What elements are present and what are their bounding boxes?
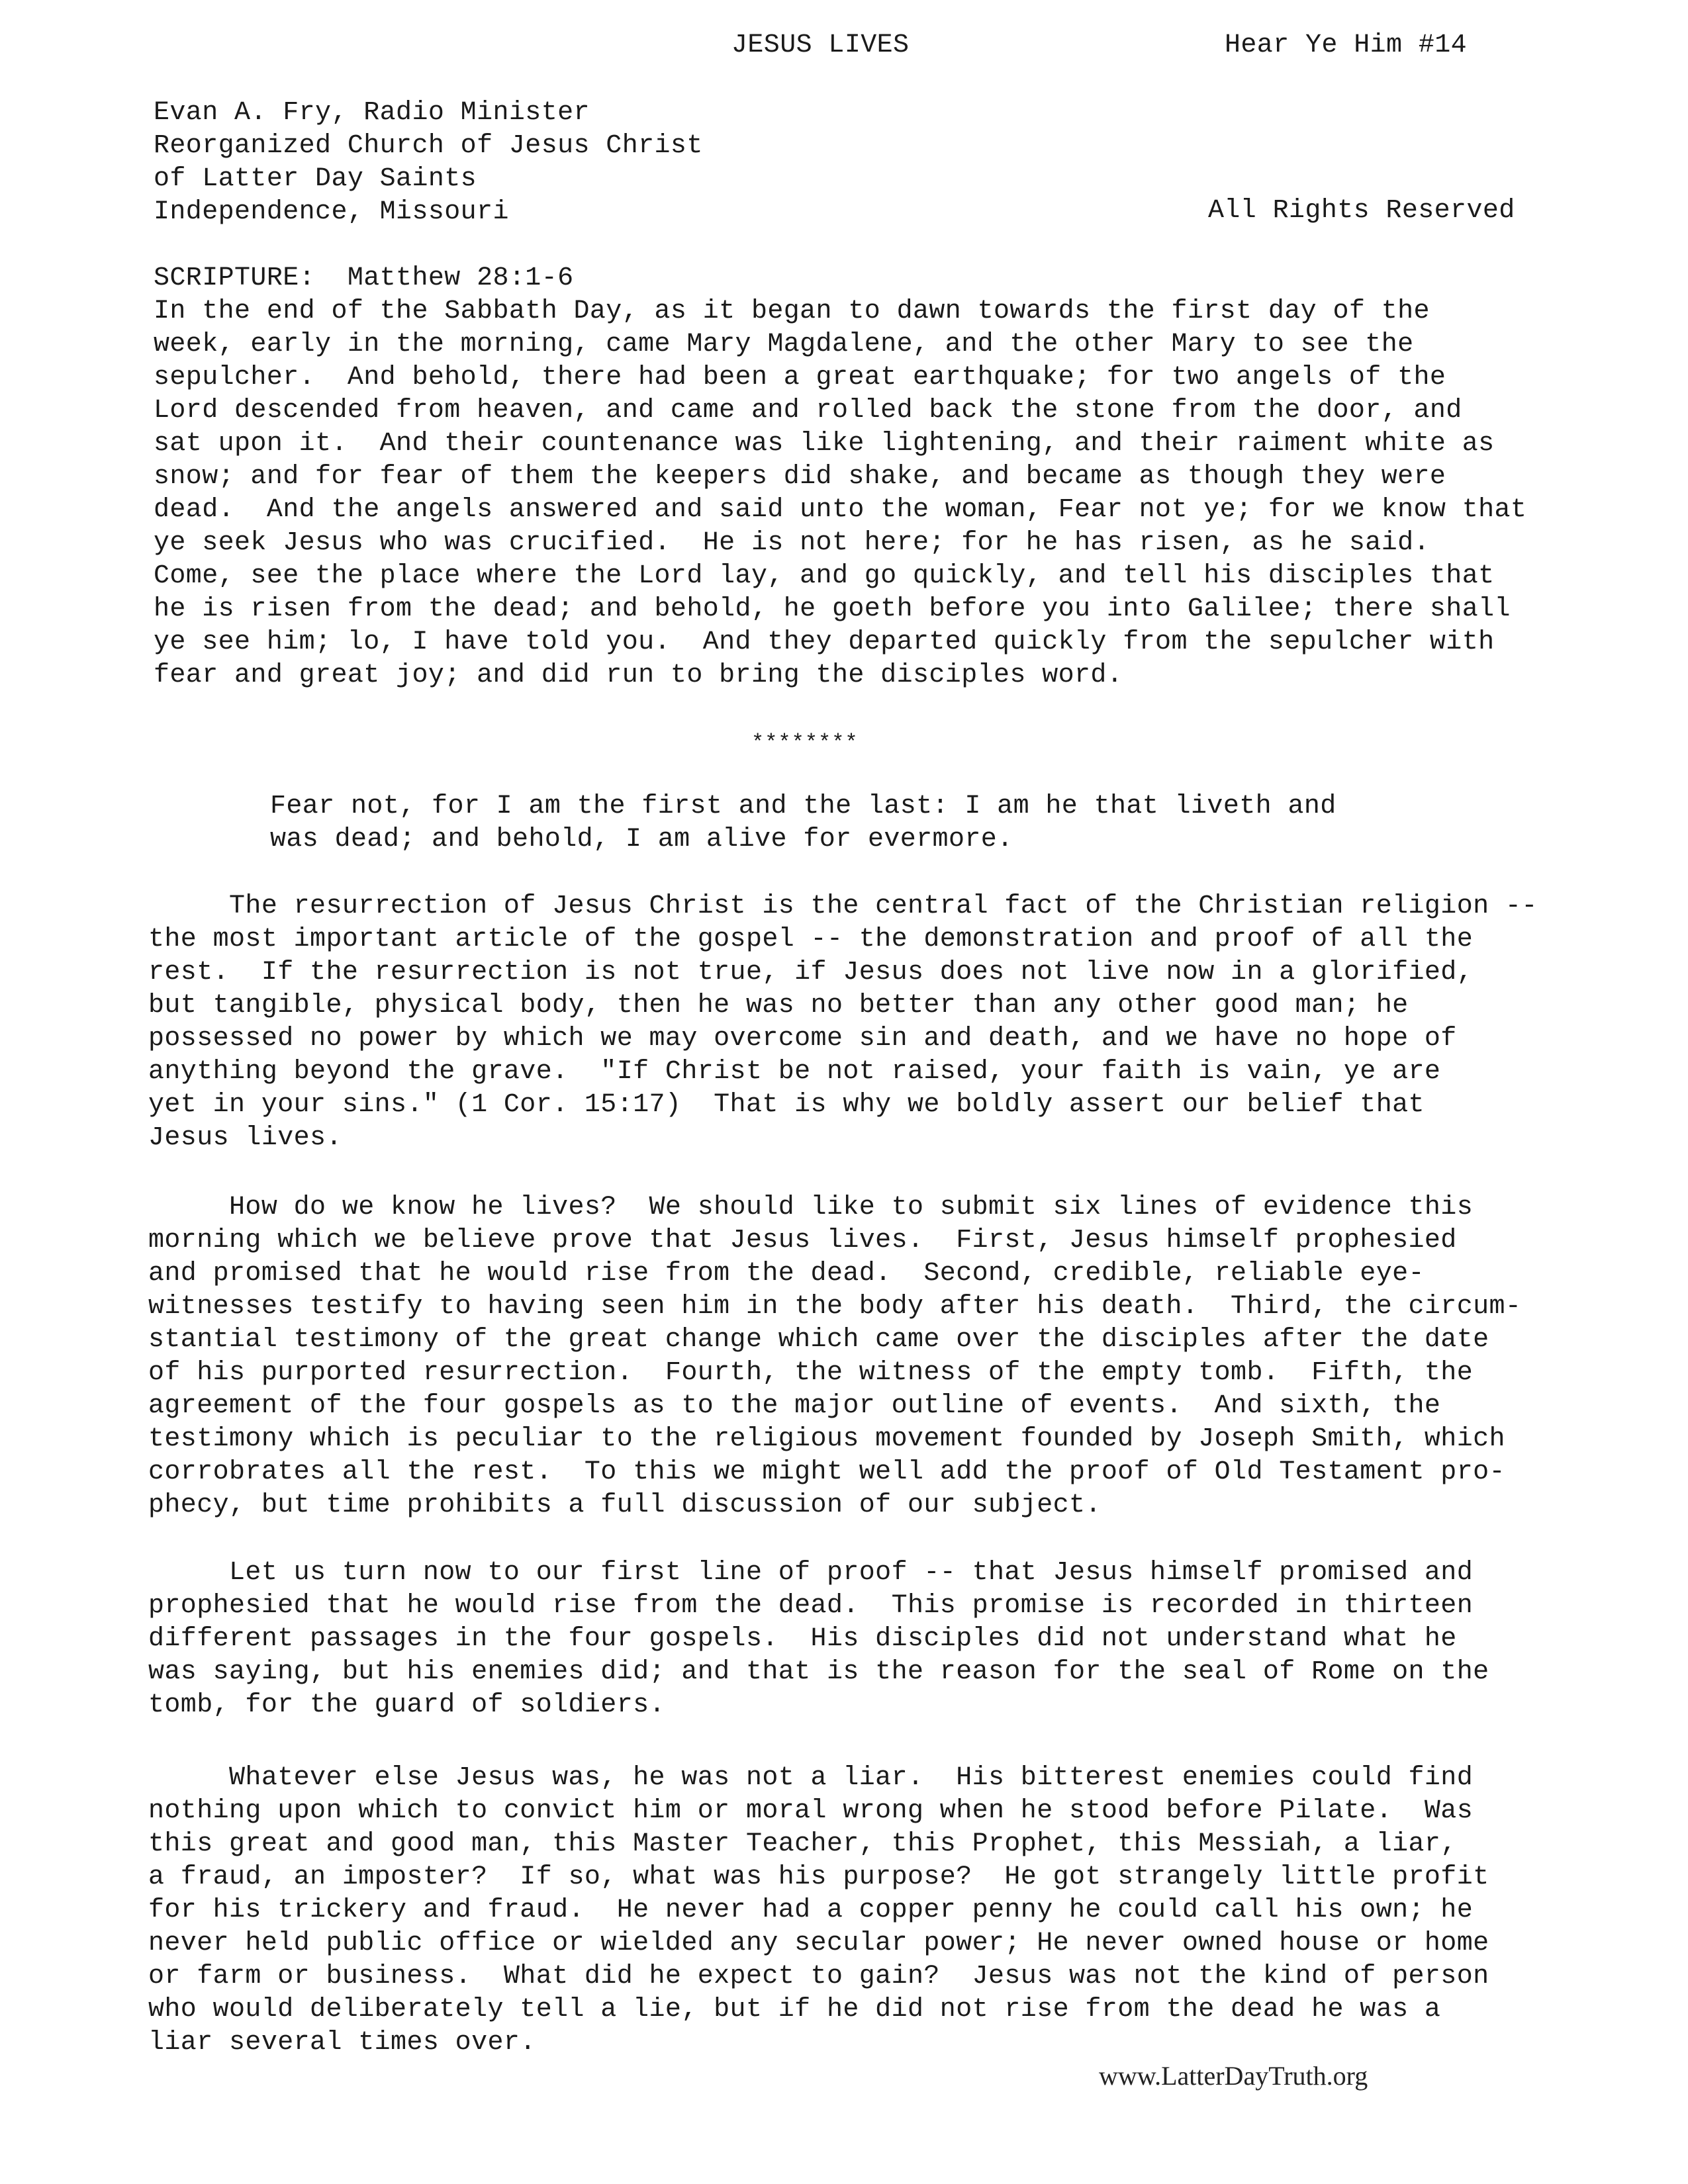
scripture-passage: SCRIPTURE: Matthew 28:1-6 In the end of the Sabbath Day, as it began to dawn towards the first day of the week, early in the morning, came Mary Magdalene, and the other Mary to see the sepulcher. And behold, there had been a great earthquake; for two angels of the Lord descended from heaven, and came and rolled back the stone from the door, and sat upon it. And their countenance was like lightening, and their raiment white as snow; and for fear of them the keepers did shake, and became as though they were dead. And the angels answered and said unto the woman, Fear not ye; for we know that ye seek Jesus who was crucified. He is not here; for he has risen, as he said. Come, see the place where the Lord lay, and go quickly, and tell his disciples that he is risen from the dead; and behold, he goeth before you into Galilee; there shall ye see him; lo, I have told you. And they departed quickly from the sepulcher with fear and great joy; and did run to bring the disciples word.	[154, 263, 1527, 690]
body-paragraph: How do we know he lives? We should like to submit six lines of evidence this morning which we believe prove that Jesus lives. First, Jesus himself prophesied and promised that he would rise from the dead. Second, credible, reliable eye- witnesses testify to having seen him in the body after his death. Third, the circum- stantial testimony of the great change which came over the disciples after the date of his purported resurrection. Fourth, the witness of the empty tomb. Fifth, the agreement of the four gospels as to the major outline of events. And sixth, the testimony which is peculiar to the religious movement founded by Joseph Smith, which corrobrates all the rest. To this we might well add the proof of Old Testament pro- phecy, but time prohibits a full discussion of our subject.	[148, 1193, 1522, 1520]
body-paragraph: Let us turn now to our first line of proof -- that Jesus himself promised and prophesied that he would rise from the dead. This promise is recorded in thirteen different passages in the four gospels. His disciples did not understand what he was saying, but his enemies did; and that is the reason for the seal of Rome on the tomb, for the guard of soldiers.	[148, 1558, 1489, 1720]
body-paragraph: Whatever else Jesus was, he was not a liar. His bitterest enemies could find nothing upon which to convict him or moral wrong when he stood before Pilate. Was this great and good man, this Master Teacher, this Prophet, this Messiah, a liar, a fraud, an imposter? If so, what was his purpose? He got strangely little profit for his trickery and fraud. He never had a copper penny he could call his own; he never held public office or wielded any secular power; He never owned house or home or farm or business. What did he expect to gain? Jesus was not the kind of person who would deliberately tell a lie, but if he did not rise from the dead he was a liar several times over.	[148, 1763, 1489, 2058]
section-separator: ********	[751, 731, 859, 755]
epigraph-quote: Fear not, for I am the first and the last: I am he that liveth and was dead; and behold, I am alive for evermore.	[270, 792, 1336, 854]
body-paragraph: The resurrection of Jesus Christ is the central fact of the Christian religion -- the most important article of the gospel -- the demonstration and proof of all the rest. If the resurrection is not true, if Jesus does not live now in a glorified, but tangible, physical body, then he was no better than any other good man; he possessed no power by which we may overcome sin and death, and we have no hope of anything beyond the grave. "If Christ be not raised, your faith is vain, ye are yet in your sins." (1 Cor. 15:17) That is why we boldly assert our belief that Jesus lives.	[148, 891, 1538, 1153]
series-number: Hear Ye Him #14	[1225, 30, 1468, 60]
document-title: JESUS LIVES	[731, 30, 910, 60]
author-block: Evan A. Fry, Radio Minister Reorganized Church of Jesus Christ of Latter Day Saints Independence, Missouri	[154, 98, 703, 227]
website-link[interactable]: www.LatterDayTruth.org	[1099, 2061, 1368, 2091]
rights-notice: All Rights Reserved	[1208, 196, 1515, 226]
